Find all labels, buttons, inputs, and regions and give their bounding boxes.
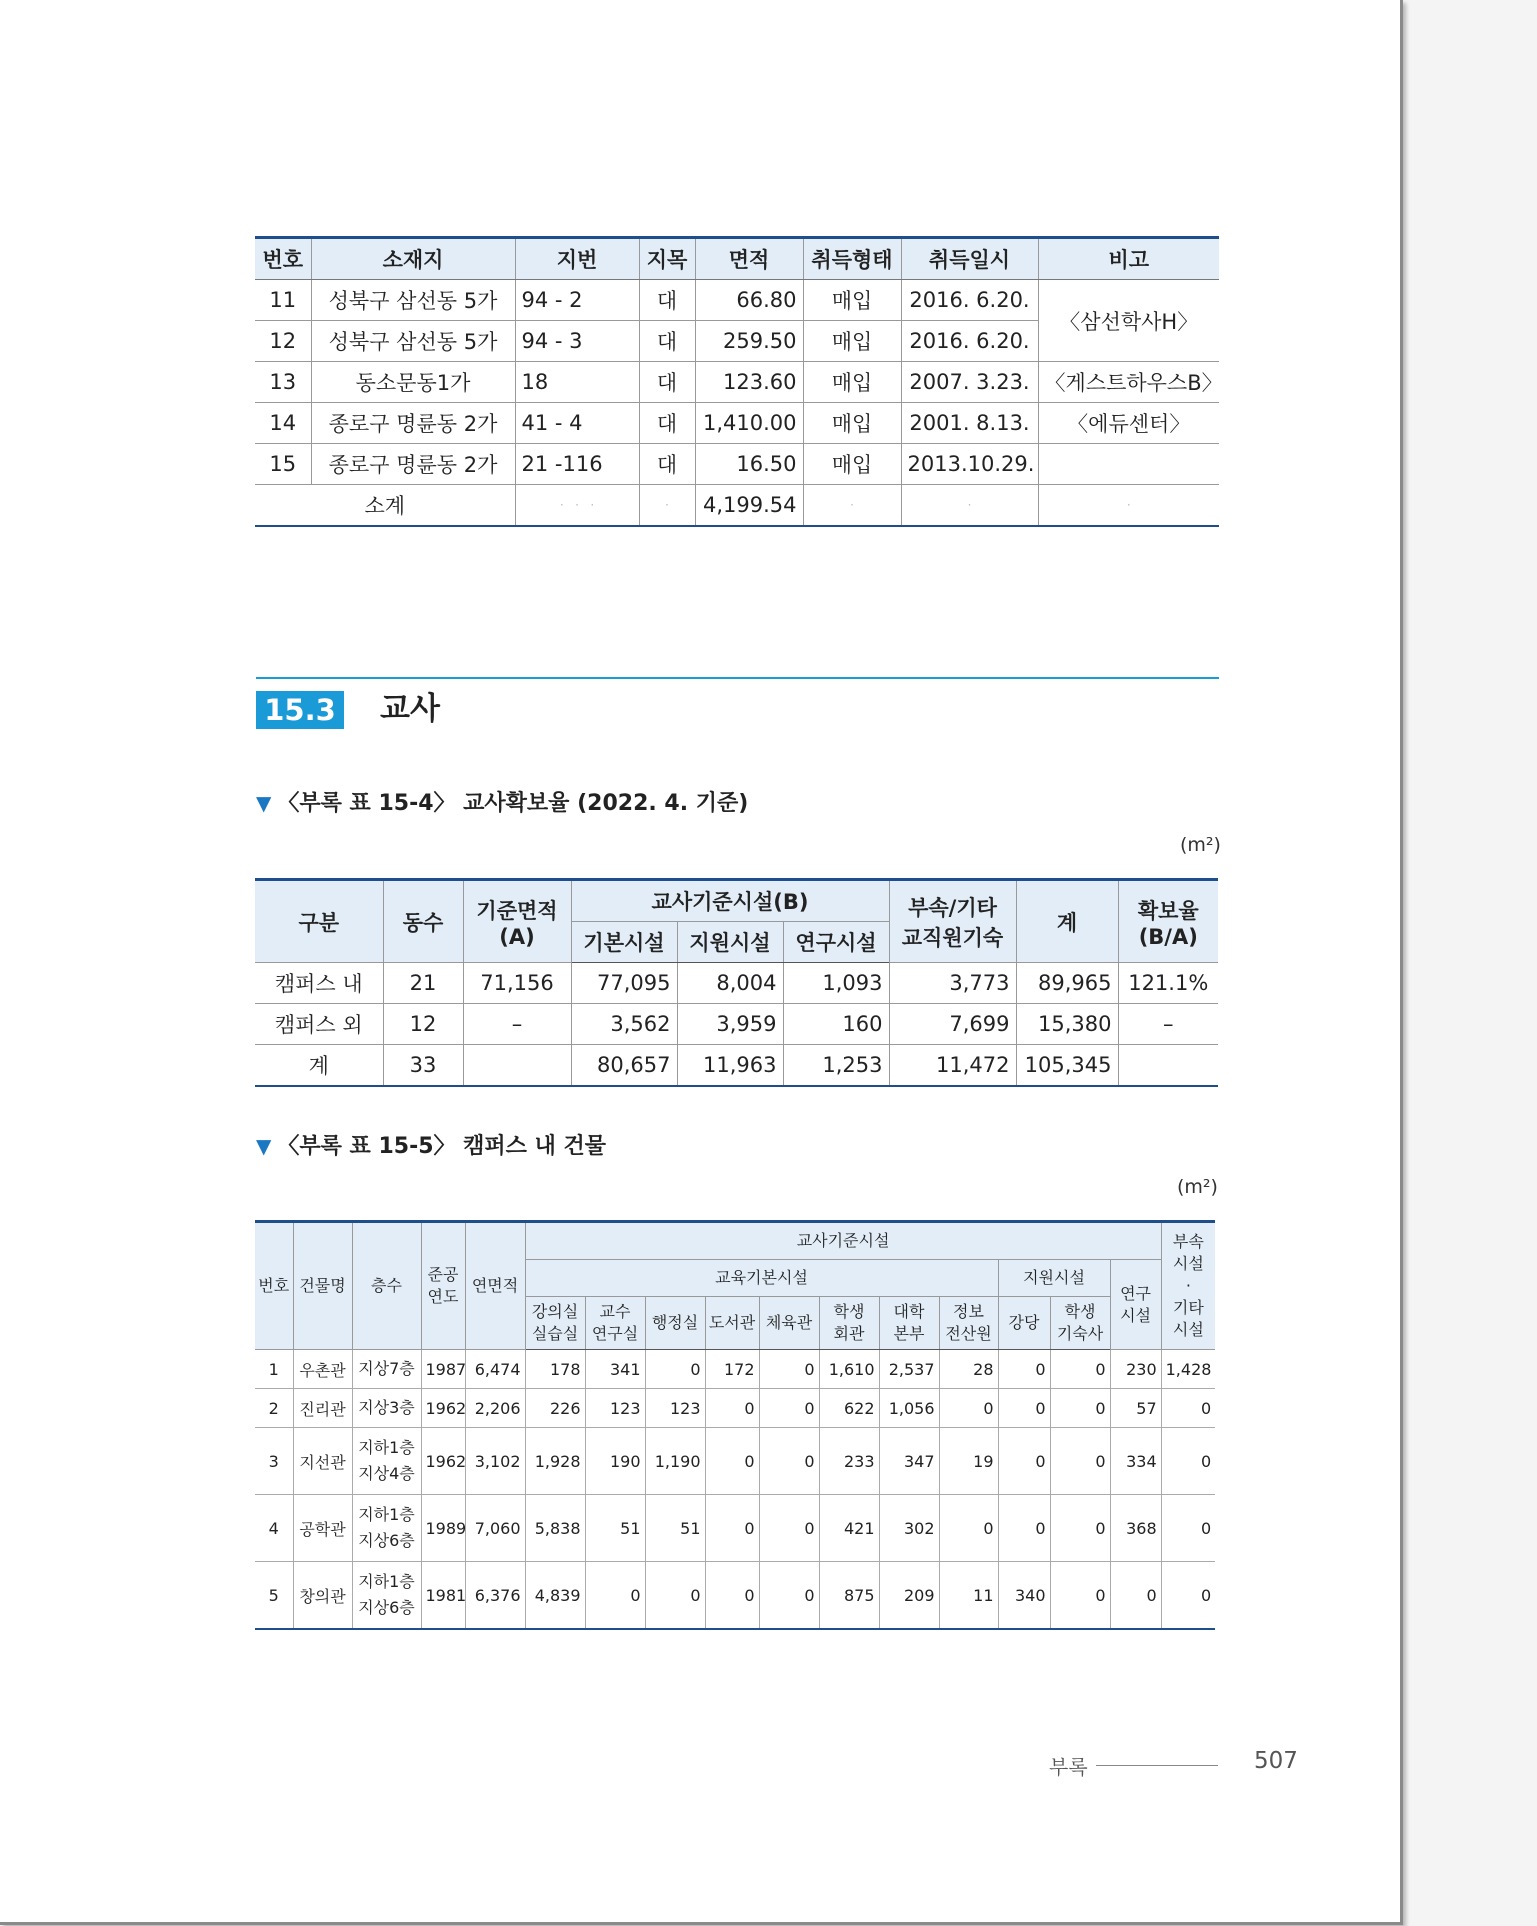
cell-research: 0 (1110, 1562, 1161, 1630)
cell-no: 14 (255, 403, 311, 444)
col-header: 체육관 (759, 1297, 819, 1350)
col-header: 소재지 (311, 238, 515, 280)
cell-total: 15,380 (1016, 1004, 1118, 1045)
col-header: 기본시설 (571, 922, 677, 963)
cell-area: 123.60 (695, 362, 803, 403)
cell-note (1038, 444, 1219, 485)
cell-location: 종로구 명륜동 2가 (311, 444, 515, 485)
col-header: 면적 (695, 238, 803, 280)
cell-dorm: 0 (1050, 1428, 1110, 1495)
header-line: 회관 (833, 1324, 865, 1343)
cell-no: 3 (255, 1428, 293, 1495)
cell-floors (352, 1495, 421, 1562)
cell-dorm: 0 (1050, 1350, 1110, 1389)
header-line: 연도 (427, 1287, 459, 1306)
cell-info: 0 (939, 1389, 998, 1428)
cell-base (463, 1045, 571, 1087)
section-title: 교사 (380, 691, 440, 727)
cell-type: 매입 (803, 321, 901, 362)
caption-text: 〈부록 표 15-5〉 캠퍼스 내 건물 (277, 1134, 607, 1159)
cell-year: 1987 (421, 1350, 465, 1389)
campus-buildings-table (255, 1220, 1215, 1630)
cell-lot: 94 - 3 (515, 321, 639, 362)
col-header: 취득형태 (803, 238, 901, 280)
cell-lecture: 4,839 (525, 1562, 585, 1630)
cell-building-name: 우촌관 (293, 1350, 352, 1389)
facility-ratio-table (255, 878, 1218, 1087)
col-header: 비고 (1038, 238, 1219, 280)
cell-year: 1962 (421, 1389, 465, 1428)
cell-ratio: – (1118, 1004, 1218, 1045)
col-header: 층수 (352, 1222, 421, 1350)
cell-total: 105,345 (1016, 1045, 1118, 1087)
header-line: 실습실 (531, 1324, 579, 1343)
cell-affil: 3,773 (889, 963, 1016, 1004)
col-header: 취득일시 (901, 238, 1038, 280)
header-line: 학생 (833, 1302, 865, 1321)
table-header-row (255, 238, 1219, 280)
cell-date: 2007. 3.23. (901, 362, 1038, 403)
cell-research: 160 (783, 1004, 889, 1045)
cell-univ: 209 (879, 1562, 939, 1630)
header-line: 강의실 (531, 1302, 579, 1321)
col-header: 연면적 (465, 1222, 525, 1350)
col-header: 계 (1016, 880, 1118, 963)
header-line: 교수 (599, 1302, 631, 1321)
cell-library: 0 (705, 1428, 759, 1495)
cell-category: 대 (639, 444, 695, 485)
subtotal-label: 소계 (255, 485, 515, 527)
cell-affil: 0 (1161, 1495, 1215, 1562)
table-row (255, 963, 1218, 1004)
cell-lecture: 5,838 (525, 1495, 585, 1562)
col-header: 교사기준시설(B) (571, 880, 889, 922)
cell-gym: 0 (759, 1562, 819, 1630)
floor-line: 지상7층 (358, 1359, 415, 1378)
cell-floors (352, 1389, 421, 1428)
cell-area: 66.80 (695, 280, 803, 321)
cell-info: 11 (939, 1562, 998, 1630)
col-header: 지번 (515, 238, 639, 280)
cell-student: 1,610 (819, 1350, 879, 1389)
header-line: 확보율 (1137, 898, 1199, 923)
cell-basic: 3,562 (571, 1004, 677, 1045)
cell-no: 1 (255, 1350, 293, 1389)
empty-cell: · (1038, 485, 1219, 527)
col-header (1118, 880, 1218, 963)
header-line: 기타 (1172, 1298, 1204, 1317)
col-header: 지목 (639, 238, 695, 280)
unit-label: (m²) (1177, 1176, 1218, 1198)
cell-support: 11,963 (677, 1045, 783, 1087)
cell-lot: 18 (515, 362, 639, 403)
col-header: 행정실 (645, 1297, 705, 1350)
header-line: (A) (499, 924, 535, 949)
caption-text: 〈부록 표 15-4〉 교사확보율 (2022. 4. 기준) (277, 791, 749, 816)
col-header (939, 1297, 998, 1350)
table-row (255, 362, 1219, 403)
cell-building-name: 창의관 (293, 1562, 352, 1630)
footer-rule (1096, 1765, 1218, 1766)
cell-research: 57 (1110, 1389, 1161, 1428)
header-line: 부속 (1172, 1232, 1204, 1251)
col-header (421, 1222, 465, 1350)
cell-auditorium: 0 (998, 1389, 1050, 1428)
cell-gross-area: 6,474 (465, 1350, 525, 1389)
cell-gym: 0 (759, 1350, 819, 1389)
table-header-row (255, 880, 1218, 922)
cell-no: 5 (255, 1562, 293, 1630)
cell-student: 421 (819, 1495, 879, 1562)
cell-dongsu: 21 (383, 963, 463, 1004)
cell-date: 2016. 6.20. (901, 280, 1038, 321)
cell-prof: 190 (585, 1428, 645, 1495)
cell-auditorium: 0 (998, 1428, 1050, 1495)
header-line: 준공 (427, 1265, 459, 1284)
cell-gross-area: 7,060 (465, 1495, 525, 1562)
cell-category: 대 (639, 321, 695, 362)
col-header: 교사기준시설 (525, 1222, 1161, 1260)
cell-admin: 51 (645, 1495, 705, 1562)
header-line: 시설 (1172, 1320, 1204, 1339)
cell-date: 2001. 8.13. (901, 403, 1038, 444)
col-header: 연구시설 (783, 922, 889, 963)
cell-dongsu: 12 (383, 1004, 463, 1045)
table-row (255, 1428, 1215, 1495)
cell-floors (352, 1428, 421, 1495)
table-body (255, 1350, 1215, 1630)
col-header: 지원시설 (998, 1260, 1110, 1297)
header-line: 학생 (1064, 1302, 1096, 1321)
header-line: 정보 (953, 1302, 984, 1321)
table-row (255, 1004, 1218, 1045)
cell-location: 성북구 삼선동 5가 (311, 321, 515, 362)
cell-note: 〈삼선학사H〉 (1038, 280, 1219, 362)
cell-affil: 0 (1161, 1428, 1215, 1495)
cell-no: 12 (255, 321, 311, 362)
cell-admin: 1,190 (645, 1428, 705, 1495)
cell-building-name: 지선관 (293, 1428, 352, 1495)
cell-note: 〈에듀센터〉 (1038, 403, 1219, 444)
header-line: 시설 (1172, 1254, 1204, 1273)
col-header: 구분 (255, 880, 383, 963)
cell-area: 259.50 (695, 321, 803, 362)
col-header: 번호 (255, 238, 311, 280)
table-row (255, 280, 1219, 321)
col-header: 번호 (255, 1222, 293, 1350)
cell-admin: 0 (645, 1562, 705, 1630)
cell-area: 16.50 (695, 444, 803, 485)
col-header: 교육기본시설 (525, 1260, 998, 1297)
cell-name: 캠퍼스 외 (255, 1004, 383, 1045)
cell-location: 동소문동1가 (311, 362, 515, 403)
cell-building-name: 공학관 (293, 1495, 352, 1562)
col-header: 건물명 (293, 1222, 352, 1350)
cell-univ: 347 (879, 1428, 939, 1495)
cell-info: 0 (939, 1495, 998, 1562)
cell-location: 종로구 명륜동 2가 (311, 403, 515, 444)
floor-line: 지상4층 (358, 1464, 415, 1483)
cell-year: 1989 (421, 1495, 465, 1562)
cell-building-name: 진리관 (293, 1389, 352, 1428)
cell-gross-area: 6,376 (465, 1562, 525, 1630)
cell-area: 1,410.00 (695, 403, 803, 444)
col-header (1050, 1297, 1110, 1350)
cell-year: 1962 (421, 1428, 465, 1495)
floor-line: 지하1층 (358, 1572, 415, 1591)
cell-library: 172 (705, 1350, 759, 1389)
header-line: (B/A) (1138, 924, 1198, 949)
cell-lot: 41 - 4 (515, 403, 639, 444)
cell-base: – (463, 1004, 571, 1045)
cell-type: 매입 (803, 362, 901, 403)
cell-type: 매입 (803, 403, 901, 444)
cell-student: 875 (819, 1562, 879, 1630)
page-number: 507 (1254, 1748, 1298, 1774)
cell-univ: 2,537 (879, 1350, 939, 1389)
triangle-down-icon: ▼ (256, 1134, 272, 1158)
cell-lecture: 226 (525, 1389, 585, 1428)
cell-affil: 11,472 (889, 1045, 1016, 1087)
cell-gym: 0 (759, 1495, 819, 1562)
cell-prof: 123 (585, 1389, 645, 1428)
cell-category: 대 (639, 280, 695, 321)
cell-name: 캠퍼스 내 (255, 963, 383, 1004)
cell-date: 2016. 6.20. (901, 321, 1038, 362)
cell-auditorium: 0 (998, 1350, 1050, 1389)
floor-line: 지상6층 (358, 1531, 415, 1550)
cell-info: 28 (939, 1350, 998, 1389)
cell-univ: 302 (879, 1495, 939, 1562)
cell-student: 233 (819, 1428, 879, 1495)
floor-line: 지하1층 (358, 1505, 415, 1524)
cell-gym: 0 (759, 1428, 819, 1495)
header-line: 기준면적 (476, 898, 558, 923)
cell-floors (352, 1350, 421, 1389)
cell-date: 2013.10.29. (901, 444, 1038, 485)
empty-cell: · (803, 485, 901, 527)
unit-label: (m²) (1180, 834, 1221, 856)
cell-library: 0 (705, 1562, 759, 1630)
cell-lecture: 1,928 (525, 1428, 585, 1495)
section-rule (256, 677, 1219, 679)
table-row (255, 1389, 1215, 1428)
header-line: 교직원기숙 (901, 925, 1004, 950)
table-caption (256, 788, 748, 819)
empty-cell: · (639, 485, 695, 527)
cell-location: 성북구 삼선동 5가 (311, 280, 515, 321)
cell-library: 0 (705, 1389, 759, 1428)
subtotal-row (255, 485, 1219, 527)
header-line: 연구실 (591, 1324, 639, 1343)
header-line: 기숙사 (1056, 1324, 1104, 1343)
cell-floors (352, 1562, 421, 1630)
col-header (879, 1297, 939, 1350)
table-row (255, 1562, 1215, 1630)
table-caption (256, 1131, 606, 1162)
col-header: 동수 (383, 880, 463, 963)
cell-total: 89,965 (1016, 963, 1118, 1004)
footer-label: 부록 (1049, 1755, 1088, 1779)
header-line: · (1185, 1276, 1191, 1295)
table-row (255, 1495, 1215, 1562)
cell-gross-area: 3,102 (465, 1428, 525, 1495)
cell-base: 71,156 (463, 963, 571, 1004)
header-line: 부속/기타 (908, 895, 997, 920)
header-line: 전산원 (945, 1324, 992, 1343)
cell-category: 대 (639, 403, 695, 444)
col-header (819, 1297, 879, 1350)
cell-lot: 94 - 2 (515, 280, 639, 321)
floor-line: 지상3층 (358, 1398, 415, 1417)
header-line: 연구 (1120, 1283, 1152, 1303)
empty-cell: · · · (515, 485, 639, 527)
cell-no: 11 (255, 280, 311, 321)
floor-line: 지하1층 (358, 1438, 415, 1457)
cell-affil: 1,428 (1161, 1350, 1215, 1389)
col-header (585, 1297, 645, 1350)
cell-library: 0 (705, 1495, 759, 1562)
cell-no: 4 (255, 1495, 293, 1562)
cell-gross-area: 2,206 (465, 1389, 525, 1428)
header-line: 대학 (893, 1302, 925, 1321)
cell-info: 19 (939, 1428, 998, 1495)
cell-affil: 7,699 (889, 1004, 1016, 1045)
header-line: 본부 (893, 1324, 925, 1343)
col-header: 강당 (998, 1297, 1050, 1350)
table-row (255, 1350, 1215, 1389)
cell-research: 1,093 (783, 963, 889, 1004)
empty-cell: · (901, 485, 1038, 527)
cell-student: 622 (819, 1389, 879, 1428)
cell-dongsu: 33 (383, 1045, 463, 1087)
col-header (1161, 1222, 1215, 1350)
cell-category: 대 (639, 362, 695, 403)
cell-affil: 0 (1161, 1389, 1215, 1428)
triangle-down-icon: ▼ (256, 791, 272, 815)
cell-prof: 341 (585, 1350, 645, 1389)
cell-research: 368 (1110, 1495, 1161, 1562)
floor-line: 지상6층 (358, 1598, 415, 1617)
cell-auditorium: 340 (998, 1562, 1050, 1630)
cell-dorm: 0 (1050, 1389, 1110, 1428)
col-header (889, 880, 1016, 963)
cell-research: 334 (1110, 1428, 1161, 1495)
table-row (255, 1045, 1218, 1087)
cell-ratio (1118, 1045, 1218, 1087)
cell-dorm: 0 (1050, 1495, 1110, 1562)
cell-basic: 80,657 (571, 1045, 677, 1087)
cell-prof: 51 (585, 1495, 645, 1562)
cell-ratio: 121.1% (1118, 963, 1218, 1004)
cell-support: 8,004 (677, 963, 783, 1004)
cell-admin: 123 (645, 1389, 705, 1428)
cell-lot: 21 -116 (515, 444, 639, 485)
cell-year: 1981 (421, 1562, 465, 1630)
col-header (463, 880, 571, 963)
cell-auditorium: 0 (998, 1495, 1050, 1562)
cell-no: 2 (255, 1389, 293, 1428)
land-table (255, 236, 1223, 527)
header-line: 시설 (1120, 1305, 1152, 1325)
col-header (525, 1297, 585, 1350)
cell-research: 1,253 (783, 1045, 889, 1087)
cell-admin: 0 (645, 1350, 705, 1389)
col-header: 도서관 (705, 1297, 759, 1350)
col-header: 지원시설 (677, 922, 783, 963)
cell-type: 매입 (803, 280, 901, 321)
table-row (255, 403, 1219, 444)
table-row (255, 444, 1219, 485)
cell-type: 매입 (803, 444, 901, 485)
cell-basic: 77,095 (571, 963, 677, 1004)
cell-univ: 1,056 (879, 1389, 939, 1428)
section-number: 15.3 (256, 691, 344, 729)
cell-prof: 0 (585, 1562, 645, 1630)
subtotal-area: 4,199.54 (695, 485, 803, 527)
cell-research: 230 (1110, 1350, 1161, 1389)
cell-affil: 0 (1161, 1562, 1215, 1630)
cell-support: 3,959 (677, 1004, 783, 1045)
cell-name: 계 (255, 1045, 383, 1087)
cell-no: 13 (255, 362, 311, 403)
cell-gym: 0 (759, 1389, 819, 1428)
col-header (1110, 1260, 1161, 1350)
cell-no: 15 (255, 444, 311, 485)
cell-note: 〈게스트하우스B〉 (1038, 362, 1219, 403)
table-header-row (255, 1222, 1215, 1260)
cell-lecture: 178 (525, 1350, 585, 1389)
cell-dorm: 0 (1050, 1562, 1110, 1630)
